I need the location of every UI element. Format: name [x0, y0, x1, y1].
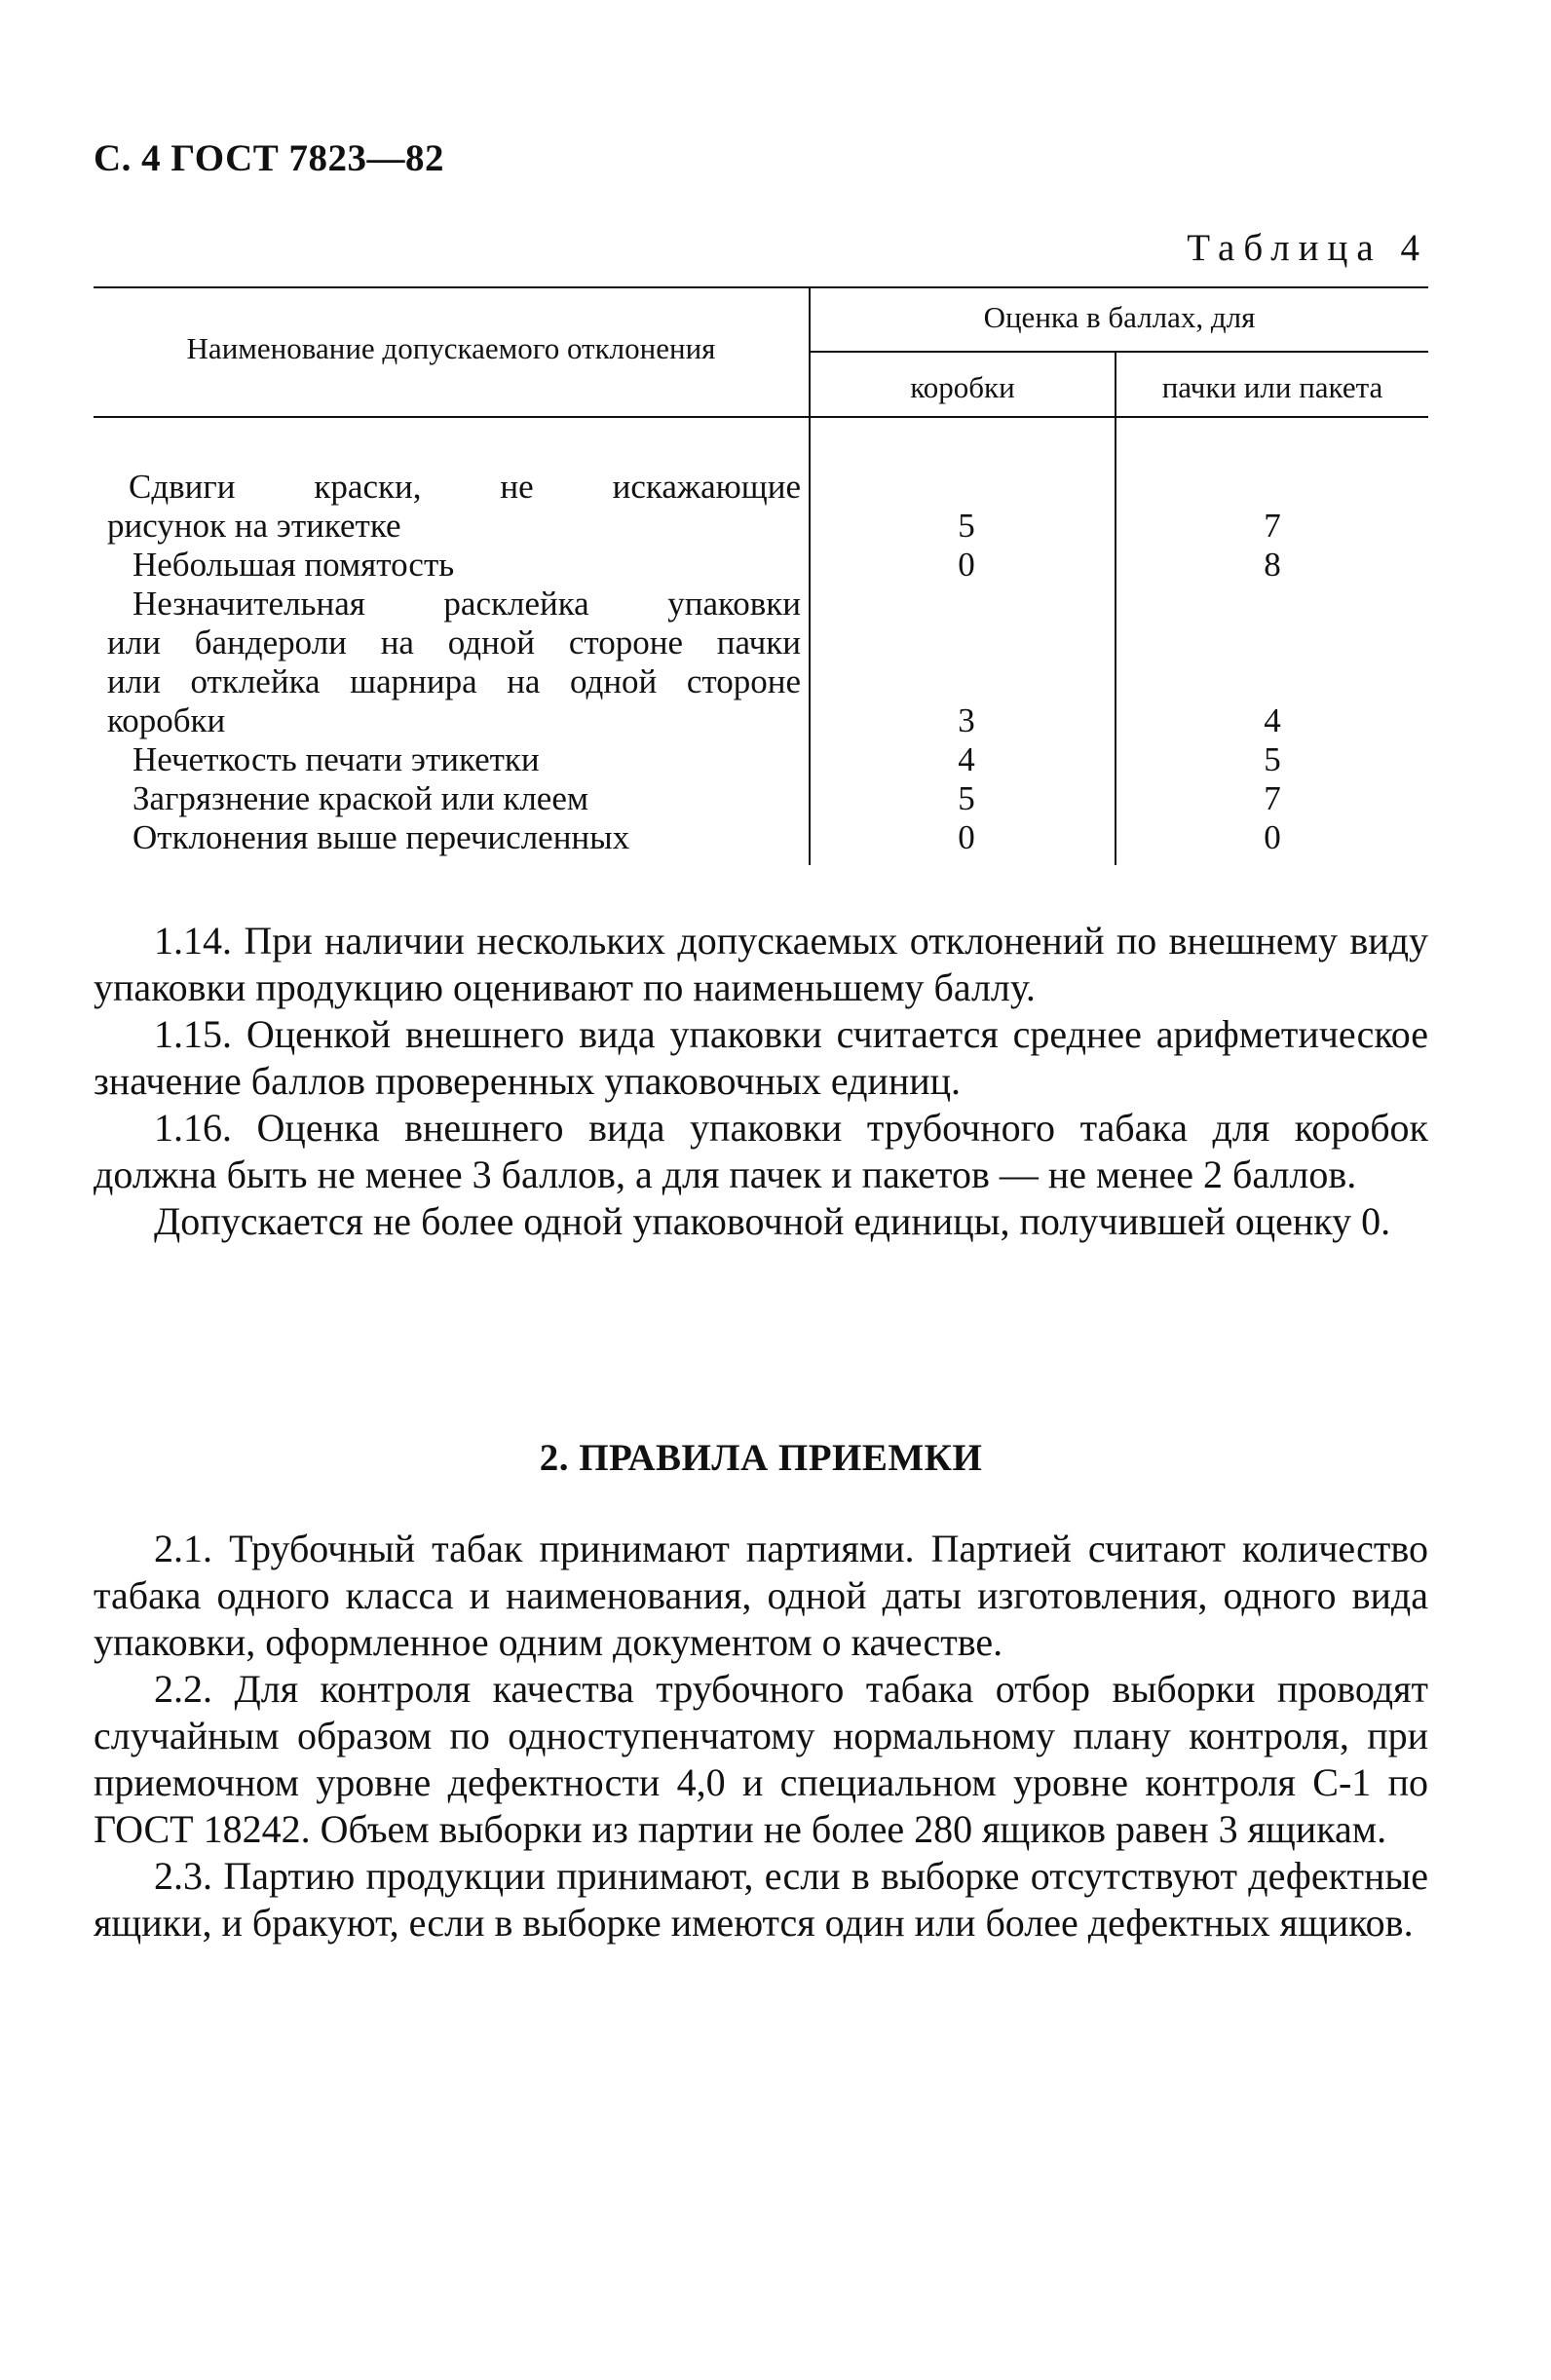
header-pack: пачки или пакета — [1161, 370, 1383, 404]
header-box: коробки — [910, 370, 1015, 404]
table-header-bottom-rule — [94, 416, 1428, 418]
table-caption: Таблица 4 — [1187, 227, 1428, 269]
row-3-box-score: 3 — [958, 701, 975, 739]
row-1-line-1: Сдвиги краски, не искажающие — [129, 468, 801, 506]
paragraph-2-1: 2.1. Трубочный табак принимают партиями. Партией считают количество табака одного класса и наименования, одной даты изготовления, одного вида упаковки, оформленное одним документом о качестве. — [94, 1527, 1428, 1664]
row-1-box-score: 5 — [958, 507, 975, 545]
row-3-pack-score: 4 — [1264, 701, 1281, 739]
page-header: С. 4 ГОСТ 7823—82 — [94, 137, 444, 179]
table-col-divider-2 — [1115, 351, 1116, 865]
table-top-rule — [94, 286, 1428, 288]
section-1-continuation — [94, 918, 1428, 1245]
section-2-body — [94, 1526, 1428, 1946]
row-2-line-1: Небольшая помятость — [132, 546, 455, 584]
row-3-line-2: или бандероли на одной стороне пачки — [107, 623, 801, 661]
section-2-title: 2. ПРАВИЛА ПРИЕМКИ — [539, 1437, 983, 1479]
row-5-line-1: Загрязнение краской или клеем — [132, 779, 589, 817]
row-6-pack-score: 0 — [1264, 818, 1281, 856]
paragraph-1-15: 1.15. Оценкой внешнего вида упаковки считается среднее арифметическое значение баллов проверенных упаковочных единиц. — [94, 1012, 1428, 1103]
row-5-pack-score: 7 — [1264, 779, 1281, 817]
row-3-line-3: или отклейка шарнира на одной стороне — [107, 662, 801, 700]
row-6-box-score: 0 — [958, 818, 975, 856]
row-2-box-score: 0 — [958, 546, 975, 584]
row-4-box-score: 4 — [958, 740, 975, 778]
table-subheader-rule — [811, 351, 1428, 353]
row-1-pack-score: 7 — [1264, 507, 1281, 545]
paragraph-1-14: 1.14. При наличии нескольких допускаемых отклонений по внешнему виду упаковки продукцию оценивают по наименьшему баллу. — [94, 919, 1428, 1009]
header-score: Оценка в баллах, для — [983, 300, 1256, 334]
row-2-pack-score: 8 — [1264, 546, 1281, 584]
paragraph-1-16: 1.16. Оценка внешнего вида упаковки трубочного табака для коробок должна быть не менее 3 баллов, а для пачек и пакетов — не менее 2 баллов. — [94, 1106, 1428, 1196]
row-5-box-score: 5 — [958, 779, 975, 817]
paragraph-allowance: Допускается не более одной упаковочной единицы, получившей оценку 0. — [154, 1199, 1391, 1243]
row-3-line-1: Незначительная расклейка упаковки — [132, 585, 801, 623]
row-1-line-2: рисунок на этикетке — [107, 507, 401, 545]
row-4-pack-score: 5 — [1264, 740, 1281, 778]
table-4 — [94, 286, 1428, 871]
paragraph-2-2: 2.2. Для контроля качества трубочного табака отбор выборки проводят случайным образом по одноступенчатому нормальному плану контроля, при приемочном уровне дефектности 4,0 и специальном уровне контроля С-1 по ГОСТ 18242. Объем выборки из партии не более 280 ящиков равен 3 ящикам. — [94, 1667, 1428, 1851]
row-3-line-4: коробки — [107, 701, 226, 739]
row-6-line-1: Отклонения выше перечисленных — [132, 818, 630, 856]
row-4-line-1: Нечеткость печати этикетки — [132, 740, 540, 778]
header-deviation-name: Наименование допускаемого отклонения — [186, 331, 716, 365]
paragraph-2-3: 2.3. Партию продукции принимают, если в выборке отсутствуют дефектные ящики, и бракуют, если в выборке имеются один или более дефектных ящиков. — [94, 1854, 1428, 1945]
